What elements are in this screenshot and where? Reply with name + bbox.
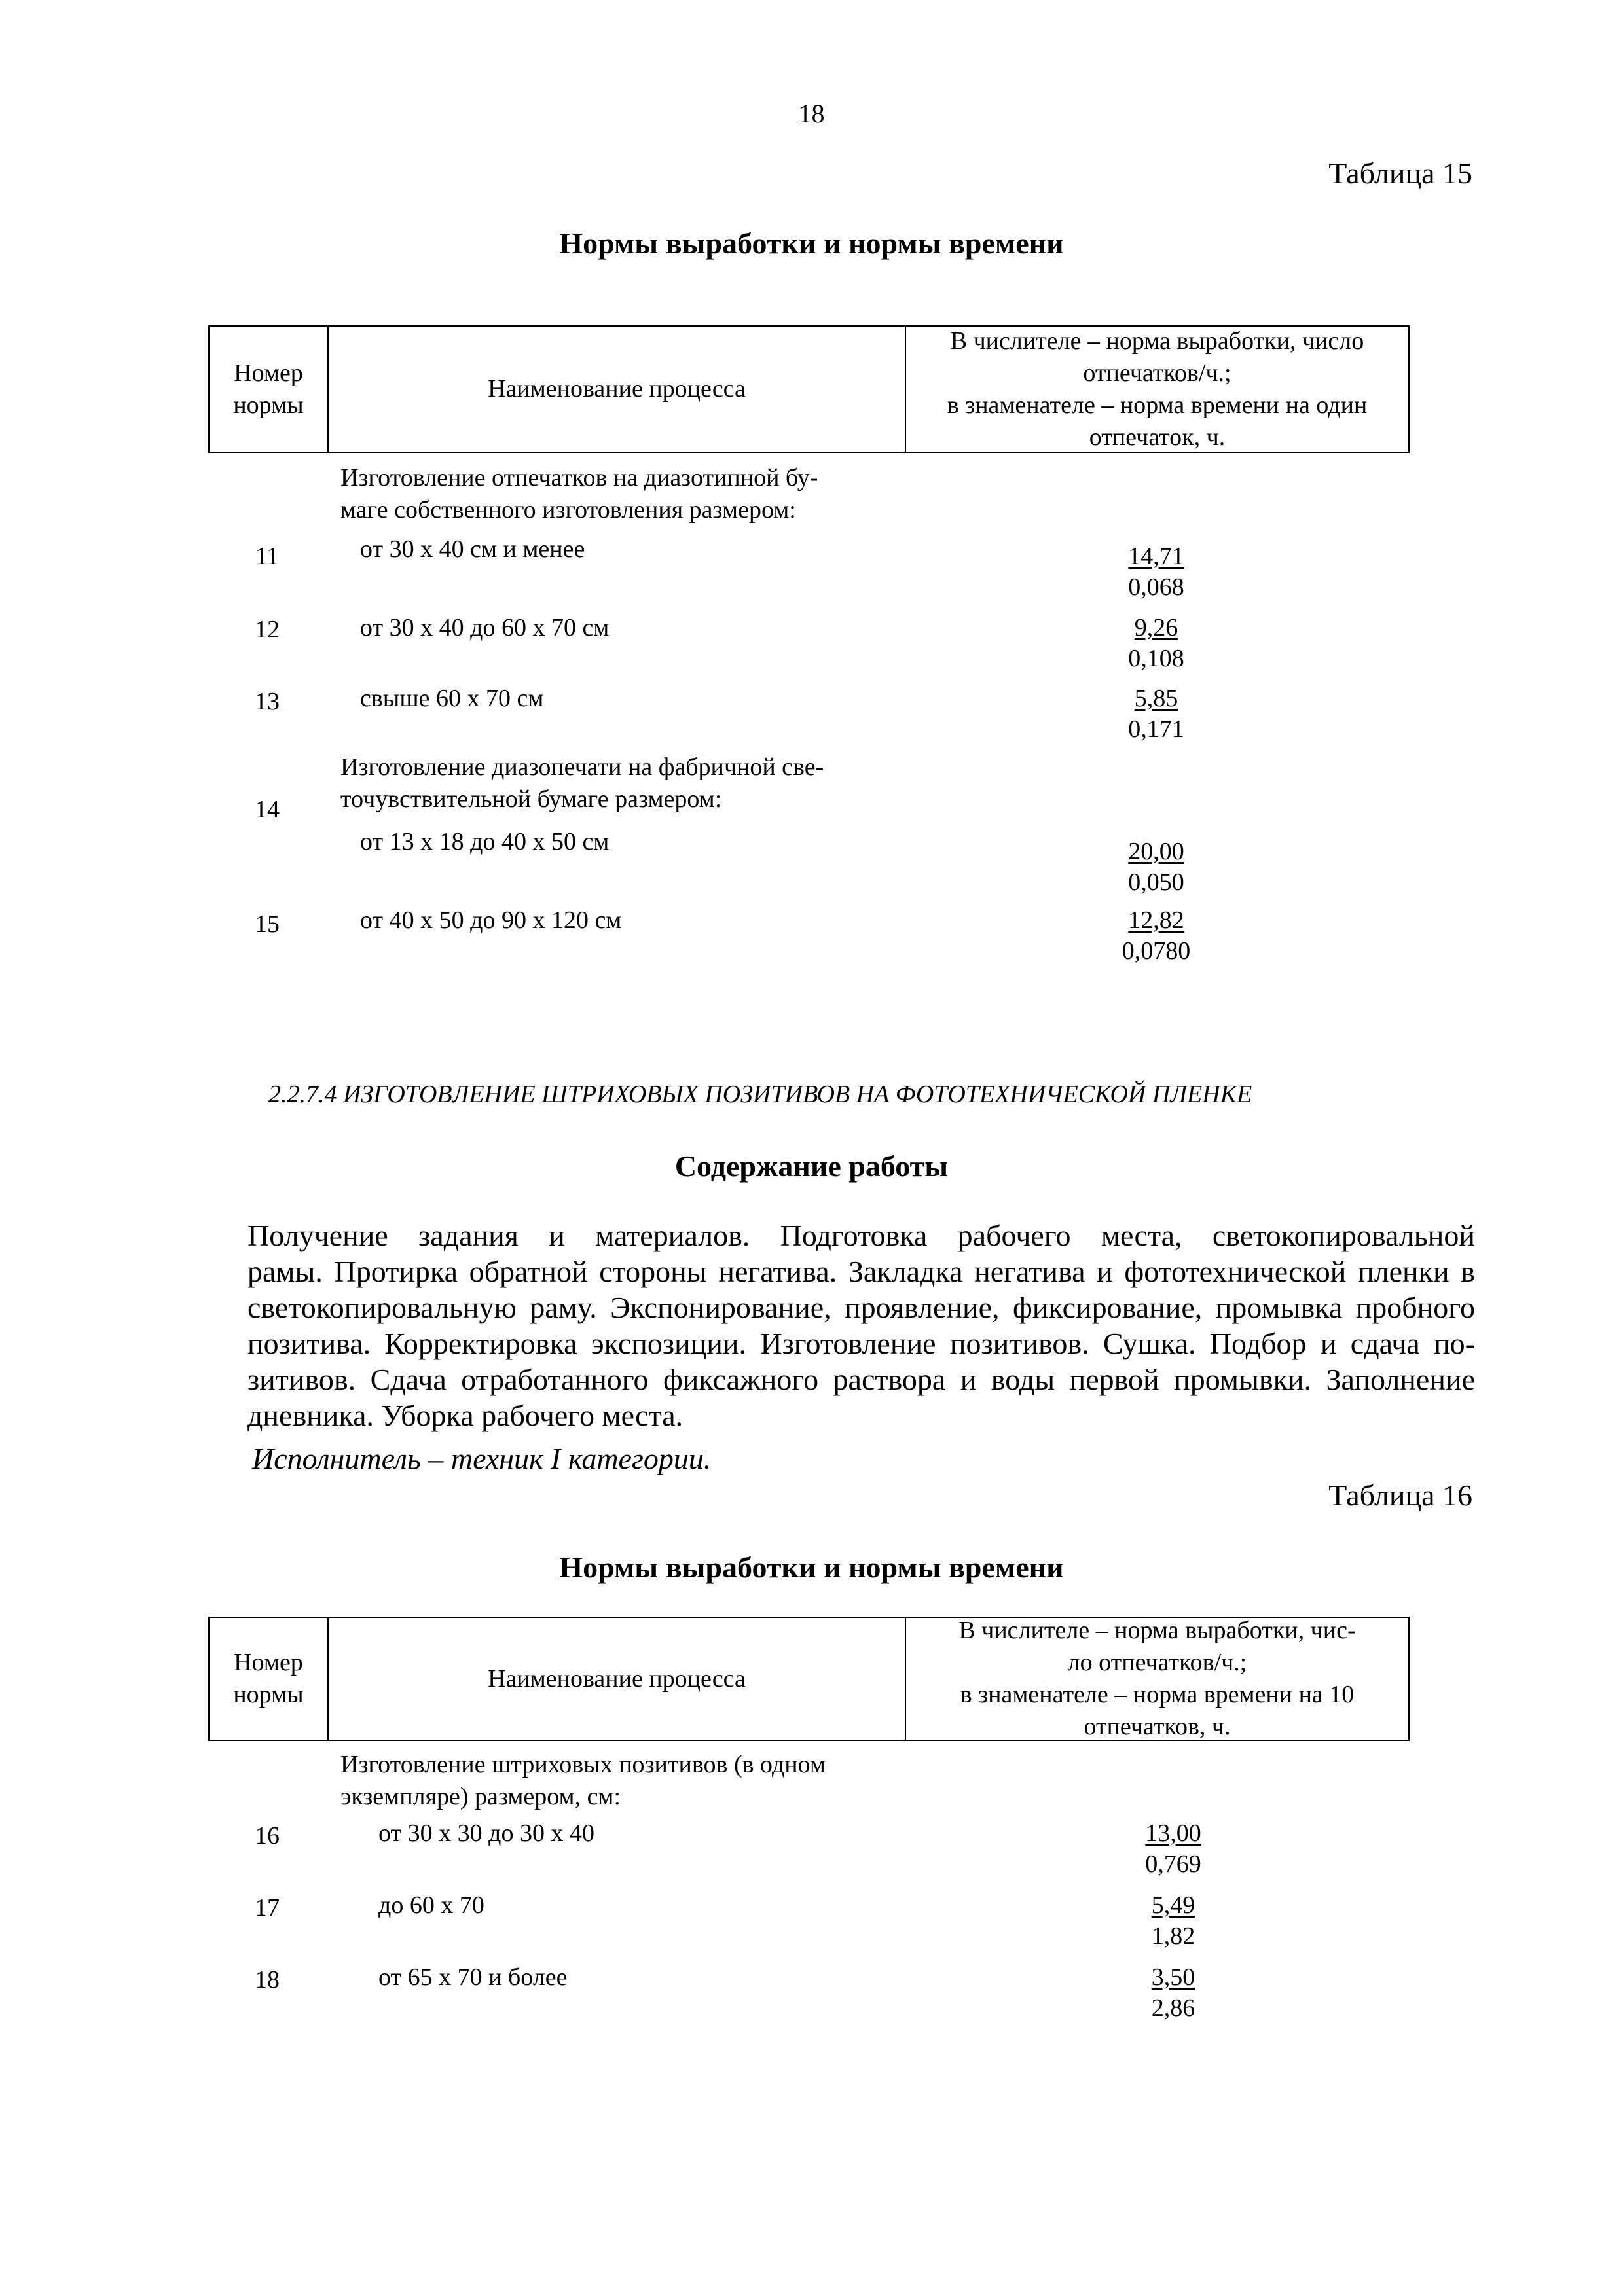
table16-row-frac [1108,1818,1239,1880]
table15-label: Таблица 15 [1328,156,1472,190]
header-number-col: Номер нормы [210,1618,329,1740]
table16-row-name: до 60 х 70 [378,1892,484,1919]
table15-group2-title: Изготовление диазопечати на фабричной све- точувствительной бумаге размером: [340,753,824,813]
denominator: 0,769 [1145,1850,1201,1878]
header-number-col: Номер нормы [210,327,329,452]
table16-row-num: 17 [255,1894,280,1922]
table15-row-name: от 30 х 40 до 60 х 70 см [360,614,610,641]
denominator: 0,068 [1128,573,1184,601]
table15-row-num: 14 [255,796,280,823]
table16-row-num: 18 [255,1966,280,1994]
table16-row-name: от 30 х 30 до 30 х 40 [378,1820,594,1847]
table16-header [208,1617,1410,1741]
header-process-col: Наименование процесса [329,1618,906,1740]
numerator: 3,50 [1151,1964,1195,1991]
table15-row-name: от 40 х 50 до 90 х 120 см [360,906,622,934]
numerator: 12,82 [1128,906,1184,934]
content-paragraph: Получение задания и материалов. Подготовка рабочего места, светокопировальной рамы. Протирка обратной стороны негатива. Закладка негатива и фототехнической пленки в светокопировальную раму. Экспонирование, проявление, фиксирование, промывка пробного позитива. Корректировка экспозиции. Изготовление позитивов. Сушка. Подбор и сдача по- зитивов. Сдача отработанного фиксажного раствора и воды первой промывки. Заполнение дневника. Уборка рабочего места. [247,1219,1475,1432]
executor-line: Исполнитель – техник I категории. [252,1442,712,1475]
table15-row-num: 13 [255,688,280,715]
numerator: 20,00 [1128,838,1184,865]
denominator: 2,86 [1151,1994,1195,2022]
table15-row-num: 12 [255,616,280,643]
table15-header [208,325,1410,453]
table15-row-num: 11 [255,543,280,570]
table15-title: Нормы выработки и нормы времени [559,226,1064,260]
table15-row-frac [1091,683,1222,745]
denominator: 0,108 [1128,645,1184,672]
numerator: 13,00 [1145,1820,1201,1847]
table15-row-frac [1091,905,1222,967]
table15-row-name: от 30 х 40 см и менее [360,535,585,563]
header-norm-col: В числителе – норма выработки, чис- ло отпечатков/ч.; в знаменателе – норма времени на 10 отпечатков, ч. [958,1617,1356,1740]
denominator: 0,171 [1128,715,1184,743]
denominator: 0,0780 [1122,937,1191,965]
table16-label: Таблица 16 [1328,1479,1472,1512]
table15-row-num: 15 [255,910,280,938]
numerator: 5,85 [1134,685,1178,712]
table15-row-frac [1091,836,1222,898]
numerator: 5,49 [1151,1892,1195,1919]
numerator: 14,71 [1128,543,1184,570]
section-heading: 2.2.7.4 ИЗГОТОВЛЕНИЕ ШТРИХОВЫХ ПОЗИТИВОВ НА ФОТОТЕХНИЧЕСКОЙ ПЛЕНКЕ [268,1081,1252,1108]
table15-group1-title: Изготовление отпечатков на диазотипной бу- маге собственного изготовления размером: [340,464,818,524]
table15-row-frac [1091,613,1222,674]
header-process-col: Наименование процесса [329,327,906,452]
numerator: 9,26 [1134,614,1178,641]
table15-row-frac [1091,541,1222,603]
page-number: 18 [798,99,825,128]
table16-row-frac [1108,1890,1239,1952]
header-norm-col: В числителе – норма выработки, число отпечатков/ч.; в знаменателе – норма времени на один отпечаток, ч. [947,327,1368,451]
denominator: 0,050 [1128,869,1184,896]
table16-title: Нормы выработки и нормы времени [559,1551,1064,1584]
table16-group1-title: Изготовление штриховых позитивов (в одном экземпляре) размером, см: [340,1751,826,1810]
table16-row-frac [1108,1962,1239,2024]
table16-row-num: 16 [255,1822,280,1850]
content-title: Содержание работы [674,1149,949,1183]
table15-row-name: свыше 60 х 70 см [360,685,544,712]
table16-row-name: от 65 х 70 и более [378,1964,568,1991]
denominator: 1,82 [1151,1922,1195,1950]
table15-row-name: от 13 х 18 до 40 х 50 см [360,828,610,855]
